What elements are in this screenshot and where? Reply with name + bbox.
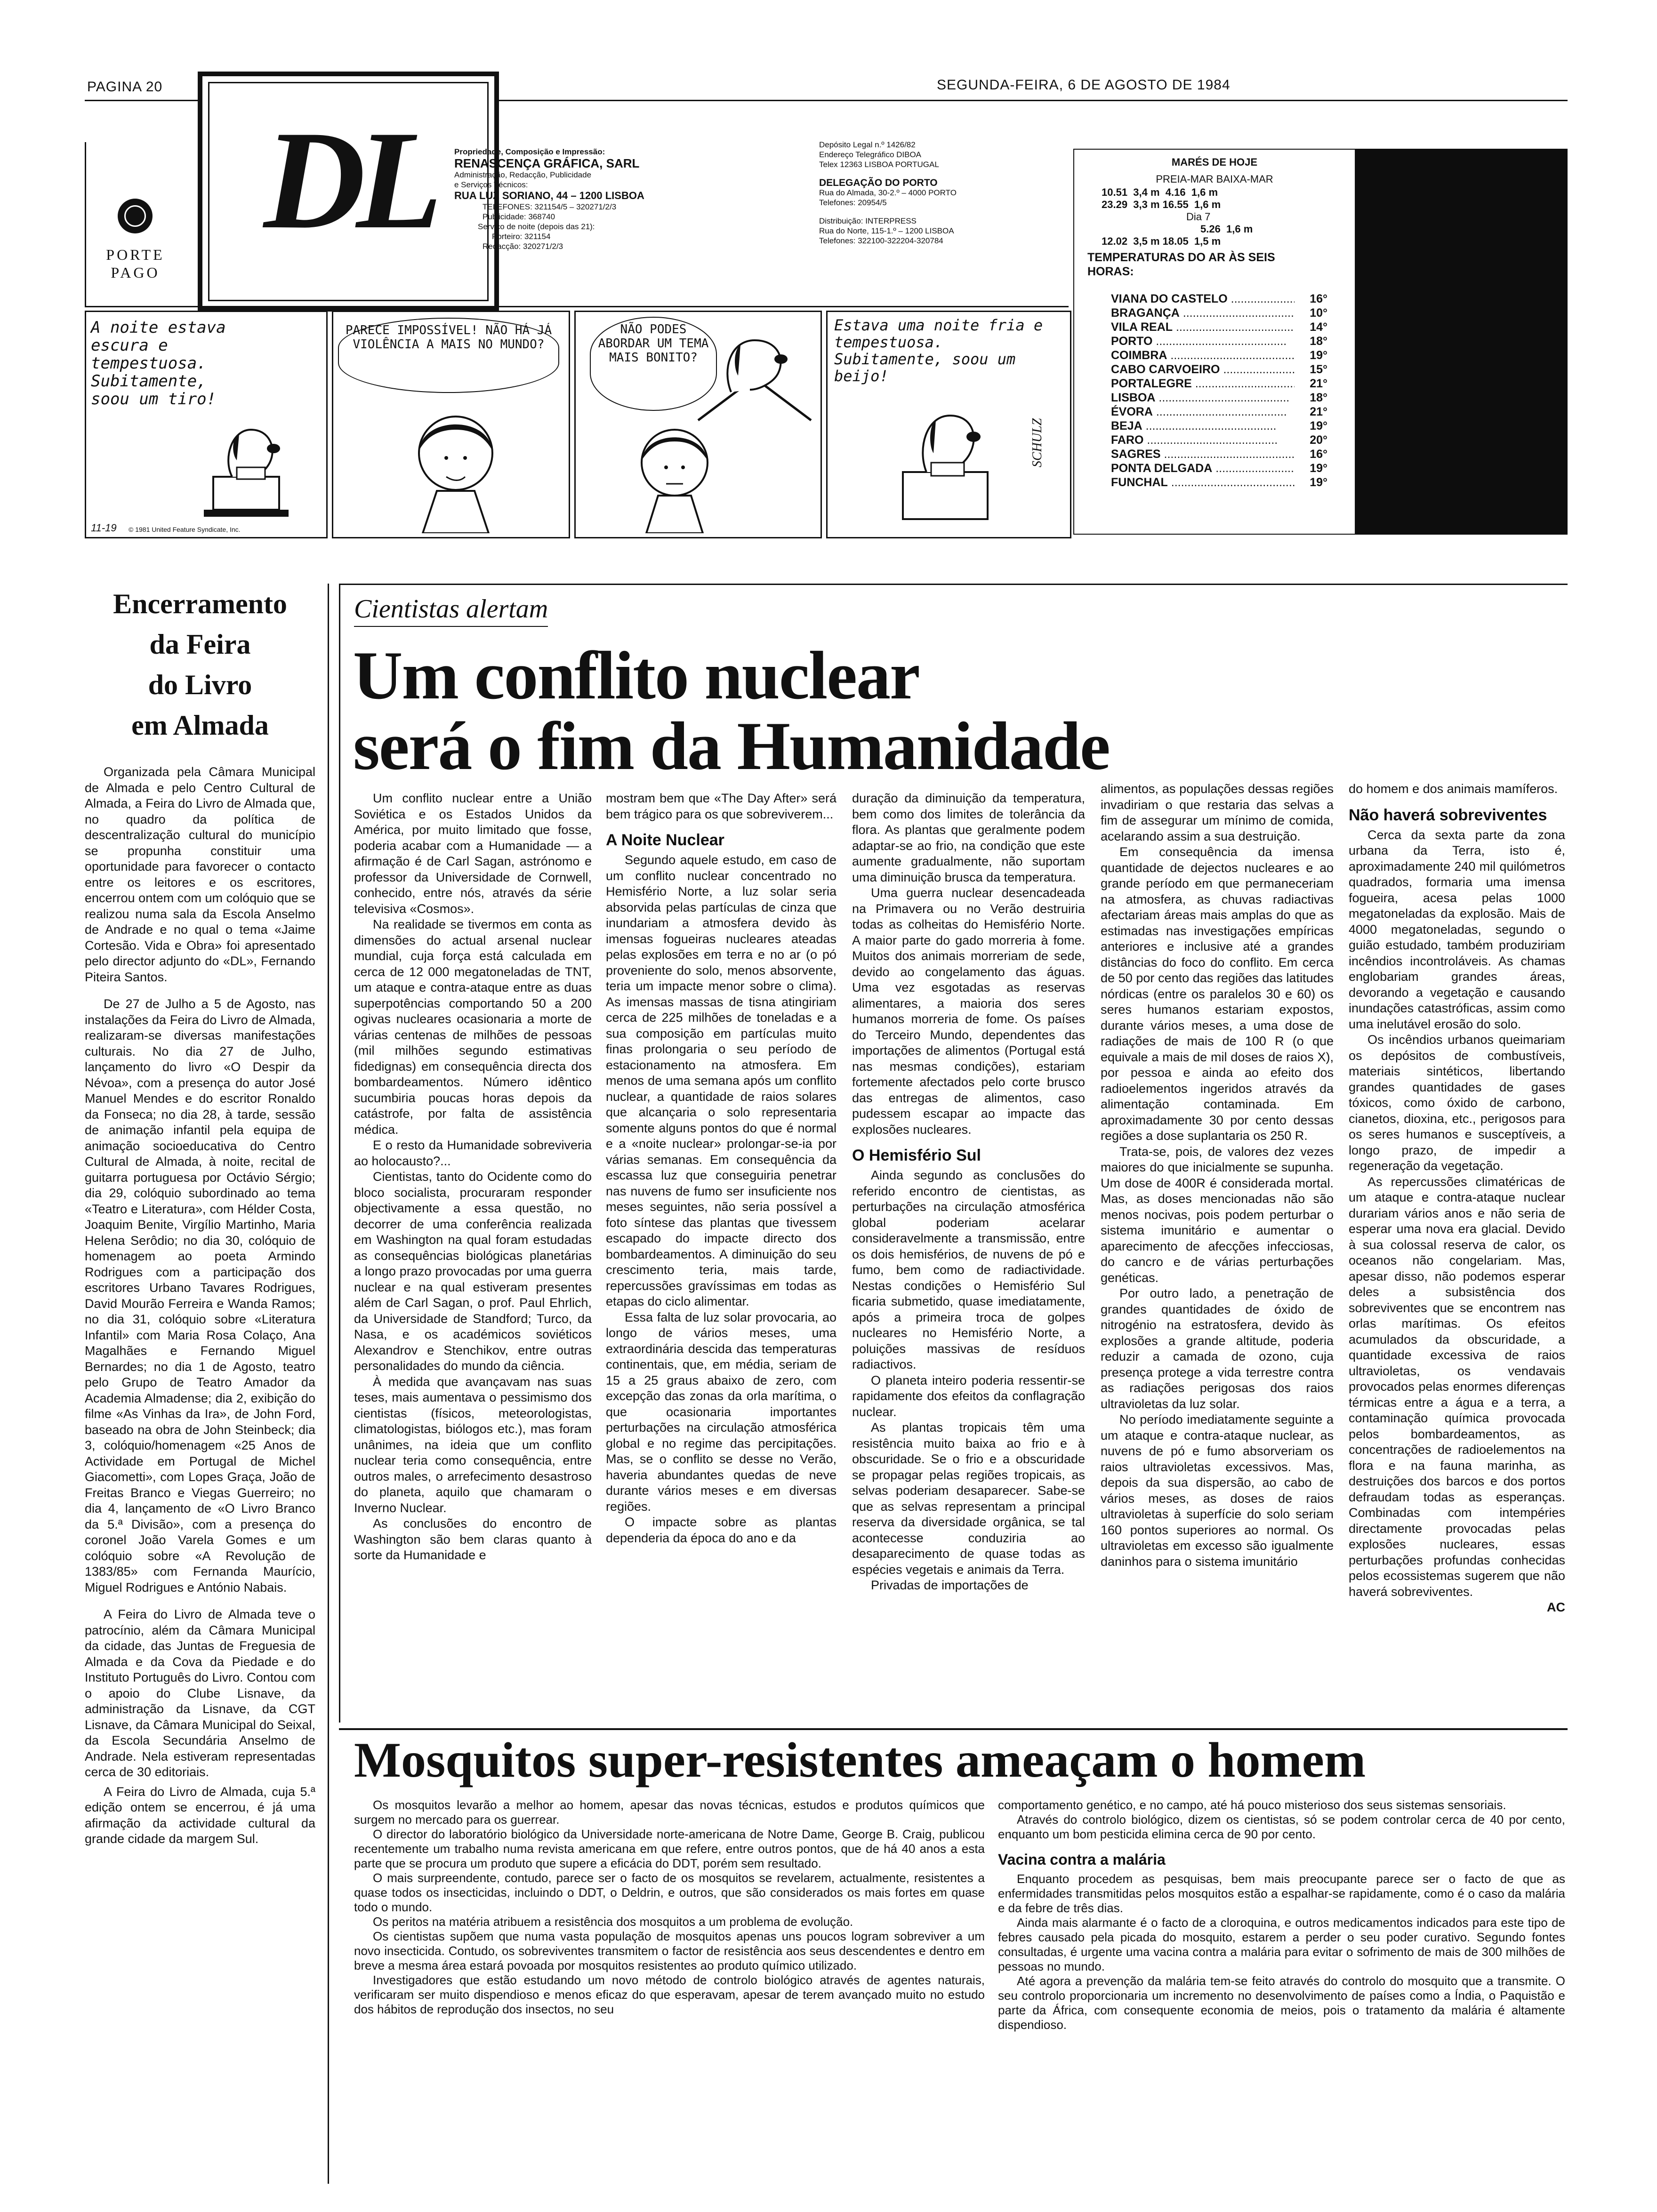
comic-panel-1 [85,311,328,538]
main-article-signoff: AC [1547,1600,1565,1614]
snoopy-doghouse-icon [693,321,816,425]
left-article-body: Organizada pela Câmara Municipal de Almada e pelo Centro Cultural de Almada, a Feira do Livro de Almada que, no quadro da política de descentralização cultural do município se propunha constituir uma oportunidade para favorecer o contacto entre os leitores e os escritores, encerrou ontem com um colóquio que se realizou numa sala da Escola Anselmo de Andrade e no qual o tema «Jaime Cortesão. Vida e Obra» foi apresentado pelo director adjunto do «DL», Fernando Piteira Santos. De 27 de Julho a 5 de Agosto, nas instalações da Feira do Livro de Almada, realizaram-se diversas manifestações culturais. No dia 27 de Julho, lançamento do livro «O Despir da Névoa», com a presença do autor José Manuel Mendes e do escritor Ronaldo da Fonseca; no dia 28, à tarde, sessão de animação infantil pela equipa de animação socioeducativa do Centro Cultural de Almada, à noite, recital de guitarra portuguesa por Octávio Sérgio; dia 29, colóquio subordinado ao tema «Teatro e Literatura», com Hélder Costa, Joaquim Benite, Virgílio Martinho, Maria Helena Serôdio; no dia 30, colóquio de homenagem ao poeta Armindo Rodrigues com a participação dos escritores Urbano Tavares Rodrigues, David Mourão Ferreira e Wanda Ramos; no dia 31, colóquio sobre «Literatura Infantil» com Maria Rosa Colaço, Ana Magalhães e Fernando Miguel Bernardes; no dia 1 de Agosto, teatro pelo Grupo de Teatro Amador da Academia Almadense; dia 2, exibição do filme «As Vinhas da Ira», de John Ford, baseado na obra de John Steinbeck; dia 3, colóquio/homenagem «25 Anos de Actividade em Portugal de Michel Giacometti», com Lopes Graça, João de Freitas Branco e Viegas Guerreiro; no dia 4, lançamento de «O Livro Branco da 5.ª Divisão», com a presença do coronel João Varela Gomes e um colóquio sobre «A Revolução de 1383/85» com Fernanda Maurício, Miguel Rodrigues e António Nabais. A Feira do Livro de Almada teve o patrocínio, além da Câmara Municipal da cidade, das Juntas de Freguesia de Almada e da Cova da Piedade e do Instituto Português do Livro. Contou com o apoio do Clube Lisnave, da administração da Lisnave, da CGT Lisnave, da Câmara Municipal do Seixal, da Escola Secundária Anselmo de Andrade. Nela estiveram representadas cerca de 30 editoriais. A Feira do Livro de Almada, cuja 5.ª edição ontem se encerrou, é já uma afirmação da actividade cultural da grande cidade da margem Sul. [85,765,315,1846]
main-article-kicker: Cientistas alertam [354,594,548,627]
left-column-rule [328,584,329,2184]
tides-title: MARÉS DE HOJE [1171,156,1258,168]
panel2-speech-bubble: PARECE IMPOSSÍVEL! NÃO HÁ JÁ VIOLÊNCIA A MAIS NO MUNDO? [338,318,559,393]
tides-header: PREIA-MAR BAIXA-MAR [1156,173,1273,185]
weather-box [1073,149,1568,535]
comic-signature: SCHULZ [1030,418,1045,467]
comic-panel-2 [332,311,570,538]
weather-black-panel [1356,149,1568,535]
comic-copyright: © 1981 United Feature Syndicate, Inc. [129,526,241,533]
porte-pago: PORTE PAGO [106,246,165,281]
snoopy-typing-2-icon [884,397,1006,533]
comic-date-code: 11-19 [91,522,117,534]
lucy-small-icon [613,420,736,533]
comic-panel-4 [826,311,1071,538]
main-col-2: mostram bem que «The Day After» será bem trágico para os que sobreviverem... A Noite Nuclear Segundo aquele estudo, em caso de um conflito nuclear concentrado no Hemisfério Norte, a luz solar seria absorvida pelas partículas de cinza que inundariam a atmosfera devido às imensas fogueiras nucleares ateadas pelas explosões em terra e no ar (o pó proveniente do solo, menos absorvente, teria um impacte menor sobre o clima). As imensas massas de tisna atingiriam cerca de 225 milhões de toneladas e a sua composição em partículas muito finas prolongaria o seu período de estacionamento na atmosfera. Em menos de uma semana após um conflito nuclear, a quantidade de raios solares que alcançaria o solo representaria somente alguns pontos do que é normal e a «noite nuclear» prolongar-se-ia por várias semanas. Em consequência da escassa luz que conseguiria penetrar nas nuvens de fumo ser insuficiente nos meses seguintes, não seria possível a foto síntese das plantas que tivessem escapado do impacte directo dos bombardeamentos. A diminuição do seu crescimento teria, mais tarde, repercussões gravíssimas em todas as etapas do ciclo alimentar. Essa falta de luz solar provocaria, ao longo de vários meses, uma extraordinária descida das temperaturas continentais, que, em média, seriam de 15 a 25 graus abaixo de zero, com excepção das zonas da orla marítima, o que ocasionaria importantes perturbações na circulação atmosférica global e no regime das percipitações. Mas, se o conflito se desse no Verão, haveria abundantes quedas de neve durante vários meses e em diversas regiões. O impacte sobre as plantas dependeria da época do ano e da [606,791,837,1545]
tides-list: 10.51 3,4 m 4.16 1,6 m 23.29 3,3 m 16.55 1,6 m Dia 7 5.26 1,6 m 12.02 3,5 m 18.05 1,5 m [1102,186,1253,247]
main-col-3: duração da diminuição da temperatura, bem como dos limites de tolerância da flora. As plantas que geralmente podem adaptar-se ao frio, na condição que este aumente gradualmente, não suportam uma diminuição brusca da temperatura. Uma guerra nuclear desencadeada na Primavera ou no Verão destruiria todas as colheitas do Hemisfério Norte. A maior parte do gado morreria à fome. Muitos dos animais morreriam de sede, devido ao congelamento das águas. Uma vez esgotadas as reservas alimentares, a maioria dos seres humanos morreria de fome. Os países do Terceiro Mundo, dependentes das importações de alimentos (Portugal está nas mesmas condições), estariam fortemente afectados pelo corte brusco das entregas de alimentos, caso pudessem escapar ao impacte das explosões nucleares. O Hemisfério Sul Ainda segundo as conclusões do referido encontro de cientistas, as perturbações na circulação atmosférica global poderiam acelarar consideravelmente a transmissão, entre os dois hemisférios, de nuvens de pó e fumo, bem como de radiactividade. Nestas condições o Hemisfério Sul ficaria submetido, quase imediatamente, após a primeira troca de golpes nucleares no Hemisfério Norte, a poluições massivas de resíduos radiactivos. O planeta inteiro poderia ressentir-se rapidamente dos efeitos da conflagração nuclear. As plantas tropicais têm uma resistência muito baixa ao frio e à obscuridade. Se o frio e a obscuridade se propagar pelas regiões tropicais, as selvas poderiam desaparecer. Sabe-se que as selvas representam a principal reserva da diversidade orgânica, se tal acontecesse conduziria ao desaparecimento de quase todas as espécies vegetais e animais da Terra. Privadas de importações de [852,791,1085,1592]
left-article-title: Encerramento da Feira do Livro em Almada [113,588,287,741]
main-col-4: alimentos, as populações dessas regiões invadiriam o que restaria das selvas a fim de assegurar um mínimo de comida, acelarando assim a sua destruição. Em consequência da imensa quantidade de dejectos nucleares e ao grande período em que permaneceriam na atmosfera, as chuvas radiactivas afectariam áreas mais amplas do que as estimadas nas investigações empíricas anteriores e inclusive até a grandes distâncias do foco do conflito. Em cerca de 50 por cento das regiões das latitudes nórdicas (entre os paralelos 30 e 60) os seres humanos estariam expostos, durante vários meses, a uma dose de radiações de mais de 100 R (o que equivale a mais de mil doses de raios X), por pessoa e ainda ao efeito dos radioelementos ingeridos através da alimentação contaminada. Em aproximadamente 30 por cento dessas regiões a dose suplantaria os 250 R. Trata-se, pois, de valores dez vezes maiores do que inicialmente se supunha. Um dose de 400R é considerada mortal. Mas, as doses mencionadas não são menos nocivas, pois podem perturbar o sistema imunitário e aumentar o aparecimento de afecções infecciosas, do cancro e de várias perturbações genéticas. Por outro lado, a penetração de grandes quantidades de óxido de nitrogénio na estratosfera, devido às explosões a grande altitude, poderia reduzir a camada de ozono, cuja presença protege a vida terrestre contra as radiações perigosas dos raios ultravioletas da luz solar. No período imediatamente seguinte a um ataque e contra-ataque nuclear, as nuvens de pó e fumo absorveriam os raios ultravioletas excessivos. Mas, depois da sua dispersão, ao cabo de vários meses, as doses de raios ultravioletas à superfície do solo seriam 160 pontos superiores ao normal. Os ultravioletas em excesso são igualmente daninhos para o sistema imunitário [1101,782,1334,1569]
main-subhead-nao-havera: Não haverá sobreviventes [1349,806,1547,824]
panel4-caption: Estava uma noite fria e tempestuosa. Subitamente, soou um beijo! [834,316,1043,385]
main-article-headline: Um conflito nuclear será o fim da Humanidade [353,637,1110,784]
logo-box [198,72,499,312]
left-article [85,584,315,1847]
page-number: PAGINA 20 [87,79,163,95]
mosquito-col-2: comportamento genético, e no campo, até há pouco misterioso dos seus sistemas sensoriais. Através do controlo biológico, dizem os cientistas, só se podem controlar cerca de 40 por cento, enquanto um bom pesticida elimina cerca de 90 por cento. Vacina contra a malária Enquanto procedem as pesquisas, bem mais preocupante parece ser o facto de que as enfermidades transmitidas pelos mosquitos estão a espalhar-se rapidamente, como é o caso da malária e da febre de três dias. Ainda mais alarmante é o facto de a cloroquina, e outros medicamentos indicados para este tipo de febres causado pela picada do mosquito, estarem a perder o seu poder curativo. Segundo fontes consultadas, é urgente uma vacina contra a malária para evitar o sofrimento de mais de 300 milhões de pessoas no mundo. Até agora a prevenção da malária tem-se feito através do controlo do mosquito que a transmite. O seu controlo proporcionaria um incremento no desenvolvimento de países como a Índia, o Paquistão e parte da África, com consequente economia de meios, pois o tratamento da malária é altamente dispendioso. [998,1798,1565,2032]
masthead-contacts: Depósito Legal n.º 1426/82 Endereço Telegráfico DIBOA Telex 12363 LISBOA PORTUGAL DELEGAÇÃO DO PORTO Rua do Almada, 30-2.º – 4000 PORTO Telefones: 20954/5 Distribuição: INTERPRESS Rua do Norte, 115-1.º – 1200 LISBOA Telefones: 322100-322204-320784 [819,140,957,245]
temps-list: VIANA DO CASTELO ..... 16° BRAGANÇA ..... 10° VILA REAL ..... 14° PORTO ..... 18° COIMBRA ..... 19° CABO CARVOEIRO ..... 15° PORTALEGRE ..... 21° LISBOA ..... 18° ÉVORA ..... 21° BEJA ..... 19° FARO ..... 20° SAGRES ..... 16° PONTA DELGADA ..... 19° FUNCHAL ..... 19° [1087,292,1327,489]
lucy-icon [394,406,517,533]
mosquito-subhead-vacina: Vacina contra a malária [998,1851,1166,1868]
comic-panel-3 [574,311,822,538]
main-col-5: do homem e dos animais mamíferos. Não haverá sobreviventes Cerca da sexta parte da zona urbana da Terra, isto é, aproximadamente 240 mil quilómetros quadrados, formaria uma imensa fogueira, acesa pelas 1000 megatoneladas da explosão. Mais de 4000 megatoneladas, segundo o guião estudado, também produziriam incêndios incontroláveis. As chamas englobariam grandes áreas, devorando a vegetação e causando inundações catastróficas, assim como uma inelutável erosão do solo. Os incêndios urbanos queimariam os depósitos de combustíveis, materiais sintéticos, libertando grandes quantidades de gases tóxicos, como óxido de carbono, cianetos, dioxina, etc., perigosos para os seres humanos e susceptíveis, a longo prazo, de impedir a regeneração da vegetação. As repercussões climatéricas de um ataque e contra-ataque nuclear durariam vários anos e não seria de esperar uma nova era glacial. Devido à sua colossal reserva de calor, os oceanos não congelariam. Mas, apesar disso, não podemos esperar deles a subsistência dos sobreviventes que se encontrem nas orlas marítimas. Os efeitos acumulados da obscuridade, a quantidade excessiva de raios ultravioletas, os vendavais provocados pelas enormes diferenças térmicas entre a água e a terra, a contaminação química provocada pelos bombardeamentos, as concentrações de radioelementos na flora e na fauna marinha, as destruições dos barcos e dos portos defraudam todas as esperanças. Combinadas com intempéries directamente provocadas pelas explosões nucleares, essas perturbações profundas conhecidas pelos ecossistemas sugerem que não haverá sobreviventes. AC [1349,781,1565,1616]
temps-title: TEMPERATURAS DO AR ÀS SEIS HORAS: [1087,251,1275,278]
issue-date: SEGUNDA-FEIRA, 6 DE AGOSTO DE 1984 [937,77,1231,93]
main-subhead-hemisferio-sul: O Hemisfério Sul [852,1146,981,1164]
panel3-speech-bubble: NÃO PODES ABORDAR UM TEMA MAIS BONITO? [590,317,717,411]
dl-logo: DL [264,102,433,258]
panel1-caption: A noite estava escura e tempestuosa. Subitamente, soou um tiro! [91,318,226,409]
main-subhead-noite-nuclear: A Noite Nuclear [606,831,724,849]
main-col-1: Um conflito nuclear entre a União Soviética e os Estados Unidos da América, por muito limitado que fosse, poderia acabar com a Humanidade — a afirmação é de Carl Sagan, astrónomo e professor da Universidade de Cornwell, conhecido, entre nós, através da série televisiva «Cosmos». Na realidade se tivermos em conta as dimensões do actual arsenal nuclear mundial, cuja força está calculada em cerca de 12 000 megatoneladas de TNT, um ataque e contra-ataque entre as duas superpotências comportando 50 a 200 ogivas nucleares ocasionaria a morte de várias centenas de milhões de pessoas (mil milhões segundo estimativas fidedignas) em consequência directa dos bombardeamentos. Número idêntico sucumbiria poucas horas depois da catástrofe, por falta de assistência médica. E o resto da Humanidade sobreviveria ao holocausto?... Cientistas, tanto do Ocidente como do bloco socialista, procuraram responder objectivamente a essa questão, no decorrer de uma conferência realizada em Washington na qual foram estudadas as consequências biológicas planetárias a longo prazo provocadas por uma guerra nuclear e na qual estiveram presentes além de Carl Sagan, o prof. Paul Ehrlich, da Universidade de Standford; Turco, da Nasa, e os académicos soviéticos Alexandrov e Stenchikov, entre outras personalidades do mundo da ciência. À medida que avançavam nas suas teses, mais aumentava o pessimismo dos cientistas (físicos, meteorologistas, climatologistas, biólogos etc.), mas foram unânimes, na ideia que um conflito nuclear teria como consequência, entre outros males, o arrefecimento desastroso do planeta, aquilo que chamaram o Inverno Nuclear. As conclusões do encontro de Washington são bem claras quanto à sorte da Humanidade e [354,791,592,1562]
mosquito-top-rule [339,1728,1568,1730]
mosquito-headline: Mosquitos super-resistentes ameaçam o homem [354,1732,1366,1787]
masthead-publisher: Propriedade, Composição e Impressão: RENASCENÇA GRÁFICA, SARL Administração, Redacção, Publicidade e Serviços Técnicos: RUA LUZ SORIANO, 44 – 1200 LISBOA TELEFONES: 321154/5 – 320271/2/3 Publicidade: 368740 Serviço de noite (depois das 21): Porteiro: 321154 Redacção: 320271/2/3 [454,147,644,251]
seal-icon [118,199,153,233]
snoopy-typing-icon [194,416,298,519]
mosquito-col-1: Os mosquitos levarão a melhor ao homem, apesar das novas técnicas, estudos e produtos químicos que surgem no mercado para os guerrear. O director do laboratório biológico da Universidade norte-americana de Notre Dame, George B. Craig, publicou recentemente um trabalho numa revista americana em que refere, entre outros pontos, que de há 40 anos a esta parte que se procura um produto que supere a eficácia do DDT, porém sem resultado. O mais surpreendente, contudo, parece ser o facto de os mosquitos se revelarem, actualmente, resistentes a quase todos os insecticidas, incluindo o DDT, o Deldrin, e outros, que são considerados os mais fortes em quase todo o mundo. Os peritos na matéria atribuem a resistência dos mosquitos a um problema de evolução. Os cientistas supõem que numa vasta população de mosquitos apenas uns poucos logram sobreviver a um novo insecticida. Contudo, os sobreviventes transmitem o factor de resistência aos seus descendentes e dentro em breve a mesma área estará povoada por mosquitos resistentes ao produto químico utilizado. Investigadores que estão estudando um novo método de controlo biológico através de agentes naturais, verificaram ser muito dispendioso e menos eficaz do que esperavam, apesar de terem avançado muito no estudo dos hábitos de reprodução dos insectos, no seu [354,1798,985,2016]
comic-strip [85,311,1069,537]
